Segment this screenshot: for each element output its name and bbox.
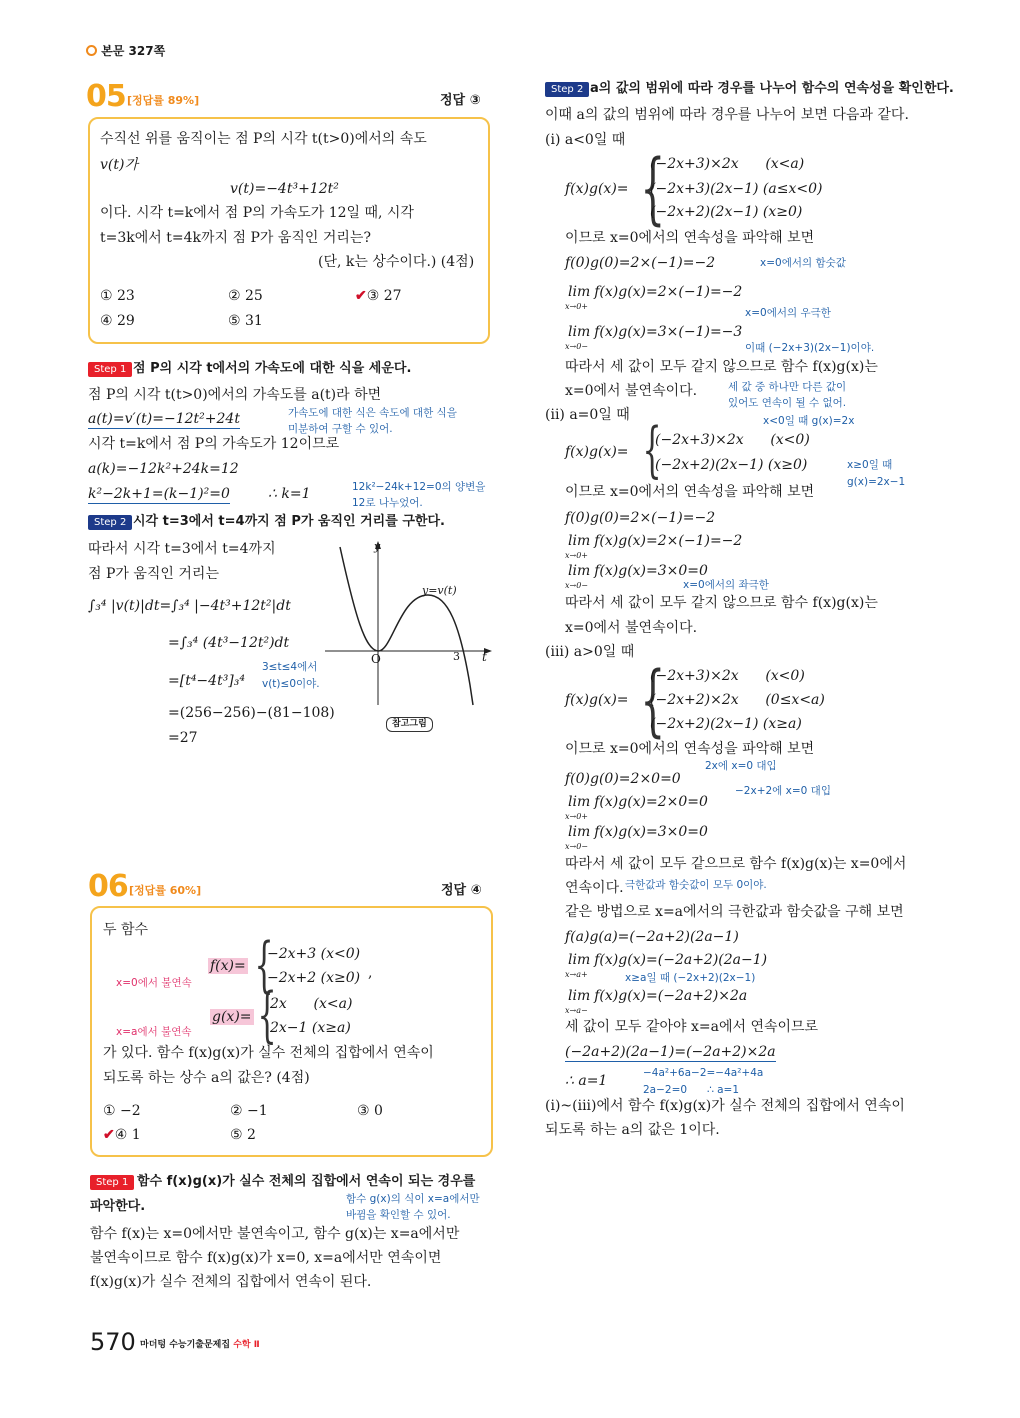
answer-label: 정답 ③ [440, 93, 481, 108]
solution-line: 따라서 시각 t=3에서 t=4까지 [88, 541, 276, 557]
integral-line: =[t⁴−4t³]₃⁴ [168, 673, 245, 689]
solution-line: 불연속이므로 함수 f(x)g(x)가 x=0, x=a에서만 연속이면 [90, 1250, 442, 1266]
answer-label: 정답 ④ [441, 883, 482, 898]
fg-label: f(x)g(x)= [565, 692, 629, 708]
annotation: 3≤t≤4에서 [262, 661, 318, 673]
annotation: x=0에서의 우극한 [745, 307, 831, 319]
choice-text: ③ 27 [366, 288, 402, 304]
solution-line: (−2a+2)(2a−1)=(−2a+2)×2a [565, 1044, 776, 1060]
f-piece: −2x+2 (x≥0) [267, 970, 361, 986]
choice-1: ① −2 [103, 1103, 141, 1119]
conclusion-line: (i)~(iii)에서 함수 f(x)g(x)가 실수 전체의 집합에서 연속이 [545, 1098, 905, 1114]
fg-piece: (−2x+3)×2x (x<0) [650, 668, 805, 684]
annotation: 함수 g(x)의 식이 x=a에서만 [346, 1193, 480, 1205]
question-line: 되도록 하는 상수 a의 값은? (4점) [103, 1070, 310, 1086]
solution-line: a(k)=−12k²+24k=12 [88, 461, 239, 477]
brace: { [254, 930, 274, 1000]
choice-text: ④ 1 [114, 1127, 141, 1143]
lim-sub: x→0+ [565, 812, 589, 821]
checkmark-icon: ✔ [103, 1127, 115, 1143]
question-note: (단, k는 상수이다.) (4점) [318, 254, 475, 270]
solution-line: x=0에서 불연속이다. [565, 383, 698, 399]
question-line: t=3k에서 t=4k까지 점 P가 움직인 거리는? [100, 230, 371, 246]
solution-line: a(t)=v′(t)=−12t²+24t [88, 411, 240, 427]
question-line: 수직선 위를 움직이는 점 P의 시각 t(t>0)에서의 속도 [100, 131, 427, 147]
limit-line [565, 323, 743, 351]
choice-2: ② 25 [228, 288, 263, 304]
solution-line: 이때 a의 값의 범위에 따라 경우를 나누어 보면 다음과 같다. [545, 107, 909, 123]
limit-expr: f(x)g(x)=2×(−1)=−2 [594, 533, 743, 549]
annotation: v(t)≤0이야. [262, 678, 320, 690]
integral-line: ∫₃⁴ |v(t)|dt=∫₃⁴ |−4t³+12t²|dt [88, 598, 291, 614]
graph-caption: 참고그림 [386, 717, 433, 732]
annotation: x=0에서의 함숫값 [760, 257, 846, 269]
limit-expr: f(x)g(x)=3×(−1)=−3 [594, 324, 743, 340]
lim: lim x→0+ [568, 532, 590, 550]
solution-line: f(x)g(x)가 실수 전체의 집합에서 연속이 된다. [90, 1274, 372, 1290]
solution-line: 이므로 x=0에서의 연속성을 파악해 보면 [565, 741, 815, 757]
step2-title: 시각 t=3에서 t=4까지 점 P가 움직인 거리를 구한다. [133, 514, 445, 529]
comma: , [368, 965, 373, 981]
brace: { [257, 980, 277, 1050]
annotation: x=0에서 불연속 [116, 977, 192, 989]
solution-line: f(0)g(0)=2×0=0 [565, 771, 681, 787]
annotation: 세 값 중 하나만 다른 값이 [728, 381, 847, 393]
fg-piece: (−2x+3)×2x (x<a) [650, 156, 805, 172]
annotation: 미분하여 구할 수 있어. [288, 423, 393, 435]
solution-line: 세 값이 모두 같아야 x=a에서 연속이므로 [565, 1019, 819, 1035]
lim-sub: x→0+ [565, 551, 589, 560]
choice-5: ⑤ 31 [228, 313, 263, 329]
step1-title: 점 P의 시각 t에서의 가속도에 대한 식을 세운다. [133, 361, 412, 376]
graph-curve-label: y=v(t) [422, 584, 457, 597]
g-piece: 2x (x<a) [270, 996, 353, 1012]
limit-line [565, 532, 743, 560]
limit-line [565, 793, 708, 821]
solution-line: 점 P의 시각 t(t>0)에서의 가속도를 a(t)라 하면 [88, 387, 382, 403]
fg-label: f(x)g(x)= [565, 444, 629, 460]
f-definition-label [208, 957, 248, 975]
annotation: −4a²+6a−2=−4a²+4a [643, 1067, 764, 1079]
annotation: 2x에 x=0 대입 [705, 760, 777, 772]
step2-title: a의 값의 범위에 따라 경우를 나누어 함수의 연속성을 확인한다. [590, 81, 954, 96]
lim-sub: x→0− [565, 342, 589, 351]
step1-title-cont: 파악한다. [90, 1199, 146, 1214]
limit-expr: f(x)g(x)=(−2a+2)×2a [594, 988, 748, 1004]
lim: lim x→0− [568, 823, 590, 841]
velocity-curve [340, 547, 473, 705]
question-line: 두 함수 [103, 922, 149, 938]
limit-line [565, 283, 743, 311]
checkmark-icon: ✔ [355, 288, 367, 304]
problem-number: 05 [86, 79, 126, 114]
solution-line: f(0)g(0)=2×(−1)=−2 [565, 510, 716, 526]
annotation: x=0에서의 좌극한 [683, 579, 769, 591]
annotation: 이때 (−2x+3)(2x−1)이야. [745, 342, 875, 354]
step2-badge: Step 2 [88, 515, 132, 530]
graph-y-label: y [374, 540, 381, 553]
conclusion-line: 되도록 하는 a의 값은 1이다. [545, 1122, 720, 1138]
page-reference-text: 본문 327쪽 [101, 44, 166, 58]
f-label: f(x)= [210, 958, 246, 974]
book-name: 마더텅 수능기출문제집 [140, 1340, 231, 1350]
fg-piece: (−2x+2)(2x−1) (x≥a) [650, 716, 802, 732]
step1-badge: Step 1 [90, 1175, 134, 1190]
lim-sub: x→0− [565, 842, 589, 851]
annotation: x≥0일 때 [847, 459, 893, 471]
annotation: 가속도에 대한 식은 속도에 대한 식을 [288, 407, 457, 419]
annotation: 12로 나누었어. [352, 497, 423, 509]
integral-line: =27 [168, 730, 198, 746]
question-line: 이다. 시각 t=k에서 점 P의 가속도가 12일 때, 시각 [100, 205, 414, 221]
integral-line: =∫₃⁴ (4t³−12t²)dt [168, 635, 290, 651]
graph-x-label: t [482, 650, 487, 664]
choice-2: ② −1 [230, 1103, 268, 1119]
case-heading: (ii) a=0일 때 [545, 407, 630, 423]
solution-line: 따라서 세 값이 모두 같지 않으므로 함수 f(x)g(x)는 [565, 359, 878, 375]
circle-icon [86, 45, 97, 56]
solution-line: 따라서 세 값이 모두 같으므로 함수 f(x)g(x)는 x=0에서 [565, 856, 907, 872]
question-line: 가 있다. 함수 f(x)g(x)가 실수 전체의 집합에서 연속이 [103, 1045, 434, 1061]
fg-piece: (−2x+2)(2x−1) (x≥0) [655, 457, 808, 473]
limit-line [565, 987, 748, 1015]
annotation: 있어도 연속이 될 수 없어. [728, 397, 847, 409]
step1-title: 함수 f(x)g(x)가 실수 전체의 집합에서 연속이 되는 경우를 [137, 1174, 476, 1189]
fg-piece: (−2x+2)(2x−1) (x≥0) [650, 204, 803, 220]
g-label: g(x)= [212, 1009, 252, 1025]
correct-rate: [정답률 60%] [129, 884, 202, 897]
lim-sub: x→a− [565, 1006, 588, 1015]
page-reference [86, 42, 165, 60]
lim: lim x→a+ [568, 951, 590, 969]
limit-expr: f(x)g(x)=2×0=0 [594, 794, 708, 810]
lim: lim x→0− [568, 323, 590, 341]
fg-piece: (−2x+3)(2x−1) (a≤x<0) [650, 181, 823, 197]
subject-name: 수학 Ⅱ [233, 1340, 260, 1350]
lim: lim x→0+ [568, 793, 590, 811]
choice-3: ③ 0 [357, 1103, 383, 1119]
integral-line: =(256−256)−(81−108) [168, 705, 335, 721]
book-title [140, 1336, 260, 1354]
annotation: 바뀜을 확인할 수 있어. [346, 1209, 451, 1221]
page-number: 570 [90, 1328, 136, 1356]
annotation: −2x+2에 x=0 대입 [735, 785, 831, 797]
solution-line: 같은 방법으로 x=a에서의 극한값과 함숫값을 구해 보면 [565, 904, 904, 920]
annotation: x<0일 때 g(x)=2x [763, 415, 855, 427]
fg-label: f(x)g(x)= [565, 181, 629, 197]
brace: { [642, 415, 662, 485]
lim-sub: x→a+ [565, 970, 588, 979]
solution-line: 점 P가 움직인 거리는 [88, 566, 219, 582]
solution-line: 함수 f(x)는 x=0에서만 불연속이고, 함수 g(x)는 x=a에서만 [90, 1226, 460, 1242]
fg-piece: (−2x+3)×2x (x<0) [655, 432, 810, 448]
solution-line: 따라서 세 값이 모두 같지 않으므로 함수 f(x)g(x)는 [565, 595, 878, 611]
fg-piece: (−2x+2)×2x (0≤x<a) [650, 692, 825, 708]
step2-badge: Step 2 [545, 82, 589, 97]
question-line: v(t)가 [100, 157, 138, 173]
limit-line [565, 823, 708, 851]
problem-number: 06 [88, 869, 128, 904]
choice-4-checked [103, 1126, 141, 1144]
velocity-formula: v(t)=−4t³+12t² [230, 181, 339, 197]
solution-line: 연속이다. [565, 880, 624, 896]
brace: { [640, 144, 666, 234]
brace: { [640, 656, 666, 746]
graph-root: 3 [453, 650, 460, 663]
annotation: 12k²−24k+12=0의 양변을 [352, 481, 486, 493]
case-heading: (i) a<0일 때 [545, 132, 626, 148]
choice-4: ④ 29 [100, 313, 135, 329]
annotation: x≥a일 때 (−2x+2)(2x−1) [625, 972, 756, 984]
reference-graph [320, 535, 495, 715]
choice-1: ① 23 [100, 288, 135, 304]
limit-expr: f(x)g(x)=3×0=0 [594, 563, 708, 579]
solution-result: ∴ k=1 [268, 486, 311, 502]
solution-line: k²−2k+1=(k−1)²=0 [88, 486, 230, 502]
solution-line: 이므로 x=0에서의 연속성을 파악해 보면 [565, 230, 815, 246]
annotation: 2a−2=0 ∴ a=1 [643, 1084, 740, 1096]
g-piece: 2x−1 (x≥a) [270, 1020, 351, 1036]
graph-origin: O [371, 652, 381, 666]
solution-line: f(0)g(0)=2×(−1)=−2 [565, 255, 716, 271]
f-piece: −2x+3 (x<0) [267, 946, 361, 962]
annotation: 극한값과 함숫값이 모두 0이야. [625, 879, 767, 891]
step1-badge: Step 1 [88, 362, 132, 377]
choice-3-checked [355, 287, 402, 305]
limit-expr: f(x)g(x)=(−2a+2)(2a−1) [594, 952, 768, 968]
case-heading: (iii) a>0일 때 [545, 644, 635, 660]
choice-5: ⑤ 2 [230, 1127, 256, 1143]
solution-line: 시각 t=k에서 점 P의 가속도가 12이므로 [88, 436, 340, 452]
lim: lim x→0+ [568, 283, 590, 301]
g-definition-label [210, 1008, 254, 1026]
lim: lim x→a− [568, 987, 590, 1005]
annotation: g(x)=2x−1 [847, 476, 906, 488]
limit-expr: f(x)g(x)=2×(−1)=−2 [594, 284, 743, 300]
limit-expr: f(x)g(x)=3×0=0 [594, 824, 708, 840]
solution-result: ∴ a=1 [565, 1073, 608, 1089]
lim-sub: x→0− [565, 581, 589, 590]
annotation: x=a에서 불연속 [116, 1026, 192, 1038]
lim-sub: x→0+ [565, 302, 589, 311]
lim: lim x→0− [568, 562, 590, 580]
correct-rate: [정답률 89%] [127, 94, 200, 107]
solution-line: 이므로 x=0에서의 연속성을 파악해 보면 [565, 484, 815, 500]
solution-line: x=0에서 불연속이다. [565, 620, 698, 636]
solution-line: f(a)g(a)=(−2a+2)(2a−1) [565, 929, 739, 945]
